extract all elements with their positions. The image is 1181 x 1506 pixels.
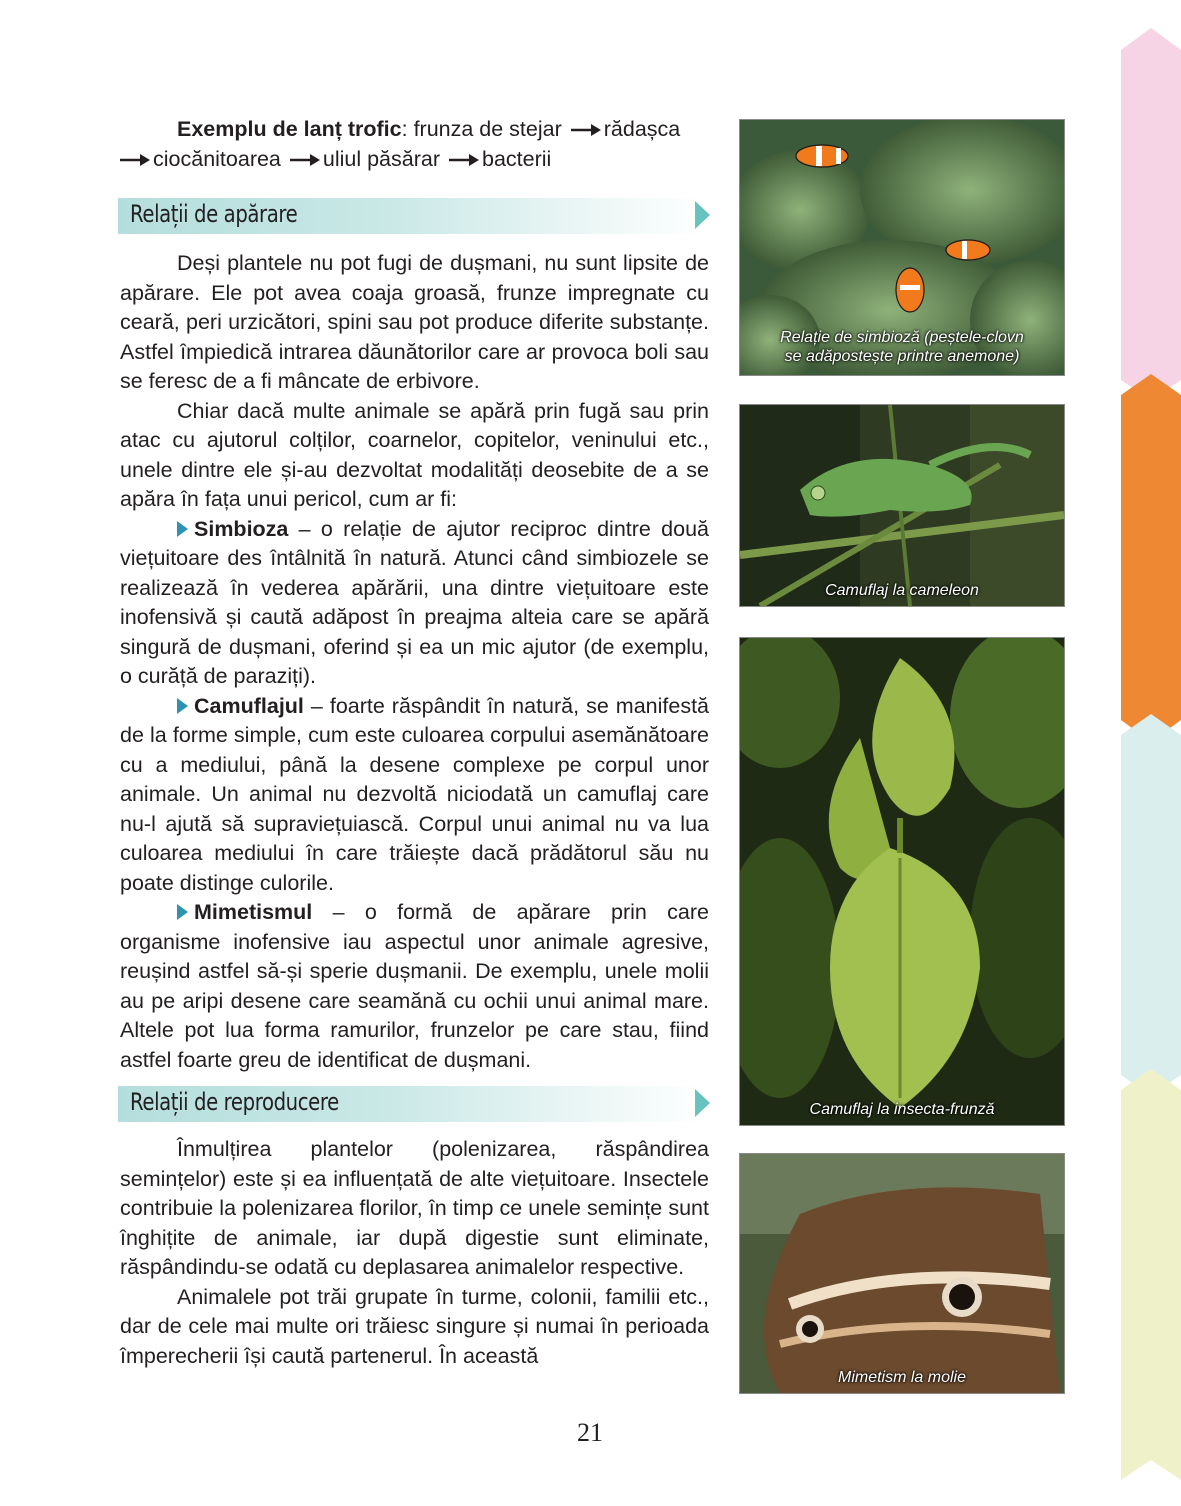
chain-item: bacterii: [481, 146, 552, 171]
chain-item: uliul păsărar: [322, 146, 440, 171]
arrow-right-icon: [290, 154, 320, 166]
photo-caption: Mimetism la molie: [837, 1369, 966, 1386]
section-heading-text: Relații de reproducere: [130, 1088, 339, 1116]
tab-yellow: [1121, 1069, 1181, 1480]
chain-item: ciocănitoarea: [153, 146, 281, 171]
moth-illustration: [740, 1154, 1064, 1393]
page-number: 21: [577, 1418, 603, 1447]
photo-caption: Camuflaj la cameleon: [825, 582, 979, 599]
photo-clownfish-anemone: [739, 119, 1065, 376]
food-chain-label: Exemplu de lanț trofic: [177, 117, 402, 141]
arrow-right-icon: [571, 124, 601, 136]
photo-caption: Camuflaj la insecta-frunză: [809, 1101, 995, 1118]
section-heading-text: Relații de apărare: [130, 200, 298, 228]
heading-triangle-icon: [695, 1089, 710, 1117]
section-heading-reproduction: [118, 1086, 708, 1122]
tab-mint: [1121, 714, 1181, 1096]
paragraph: Înmulțirea plantelor (polenizarea, răspândirea semințelor) este și ea influențată de alte viețuitoare. Insectele contribuie la polenizarea florilor, în timp ce unele semințe sunt înghițite de animale, iar după digestie sunt eliminate, răspândindu-se odată cu deplasarea animalelor respective.: [120, 1137, 709, 1279]
section-heading-defense: [118, 198, 708, 234]
side-tabs-decoration: [1121, 0, 1181, 1506]
food-chain-example: Exemplu de lanț trofic: frunza de stejar rădașca ciocănitoarea uliul păsărar bacterii: [120, 115, 709, 174]
list-item-mimicry: Mimetismul – o formă de apărare prin care organisme inofensive iau aspectul unor animale agresive, reușind astfel să-și sperie dușmanii. De exemplu, unele molii au pe aripi desene care seamănă cu ochii unui animal mare. Altele pot lua forma ramurilor, frunzelor pe care stau, fiind astfel foarte greu de identificat de dușmani.: [120, 900, 709, 1072]
chameleon-illustration: [740, 405, 1064, 606]
photo-leaf-insect: [739, 637, 1065, 1126]
list-item-camouflage: Camuflajul – foarte răspândit în natură, se manifestă de la forme simple, cum este culoarea corpului asemănătoare cu a mediului, până la desene complexe pe corpul unor animale. Un animal nu dezvoltă niciodată un camuflaj care nu-l ajută să supraviețuiască. Corpul unui animal nu va lua culoarea mediului în care trăiește dacă prădătorul său nu poate distinge culorile.: [120, 693, 709, 895]
triangle-bullet-icon: [177, 521, 188, 537]
list-item-symbiosis: Simbioza – o relație de ajutor reciproc dintre două viețuitoare des întâlnită în natură. Atunci când simbiozele se realizează în vederea apărării, una dintre viețuitoare este inofensivă și caută adăpost în preajma alteia care se apără singură de dușmani, oferind și ea un mic ajutor (de exemplu, o curăță de paraziți).: [120, 516, 709, 688]
chain-item: frunza de stejar: [413, 117, 562, 141]
photo-chameleon: [739, 404, 1065, 607]
tab-pink: [1121, 28, 1181, 400]
chain-item: rădașca: [603, 117, 681, 141]
tab-orange: [1121, 374, 1181, 742]
section-defense-body: [120, 249, 709, 1075]
photo-moth: [739, 1153, 1065, 1394]
arrow-right-icon: [120, 154, 150, 166]
paragraph: Chiar dacă multe animale se apără prin fugă sau prin atac cu ajutorul colților, coarnelor, copitelor, veninului etc., unele dintre ele și-au dezvoltat modalități deosebite de a se apăra în fața unui pericol, cum ar fi:: [120, 398, 709, 511]
paragraph: Animalele pot trăi grupate în turme, colonii, familii etc., dar de cele mai multe ori trăiesc singure și numai în perioada împerecherii își caută partenerul. În această: [120, 1284, 709, 1368]
leaf-insect-illustration: [740, 638, 1064, 1125]
paragraph: Deși plantele nu pot fugi de dușmani, nu sunt lipsite de apărare. Ele pot avea coaja groasă, frunze impregnate cu ceară, peri urzicători, spini sau pot produce diferite substanțe. Astfel împiedică intrarea dăunătorilor care ar provoca boli sau se feresc de a fi mâncate de erbivore.: [120, 251, 709, 393]
section-reproduction-body: [120, 1135, 709, 1371]
heading-triangle-icon: [695, 201, 710, 229]
triangle-bullet-icon: [177, 698, 188, 714]
arrow-right-icon: [449, 154, 479, 166]
photo-caption: Relație de simbioză (peștele-clovn se adăpostește printre anemone): [780, 329, 1024, 365]
triangle-bullet-icon: [177, 904, 188, 920]
